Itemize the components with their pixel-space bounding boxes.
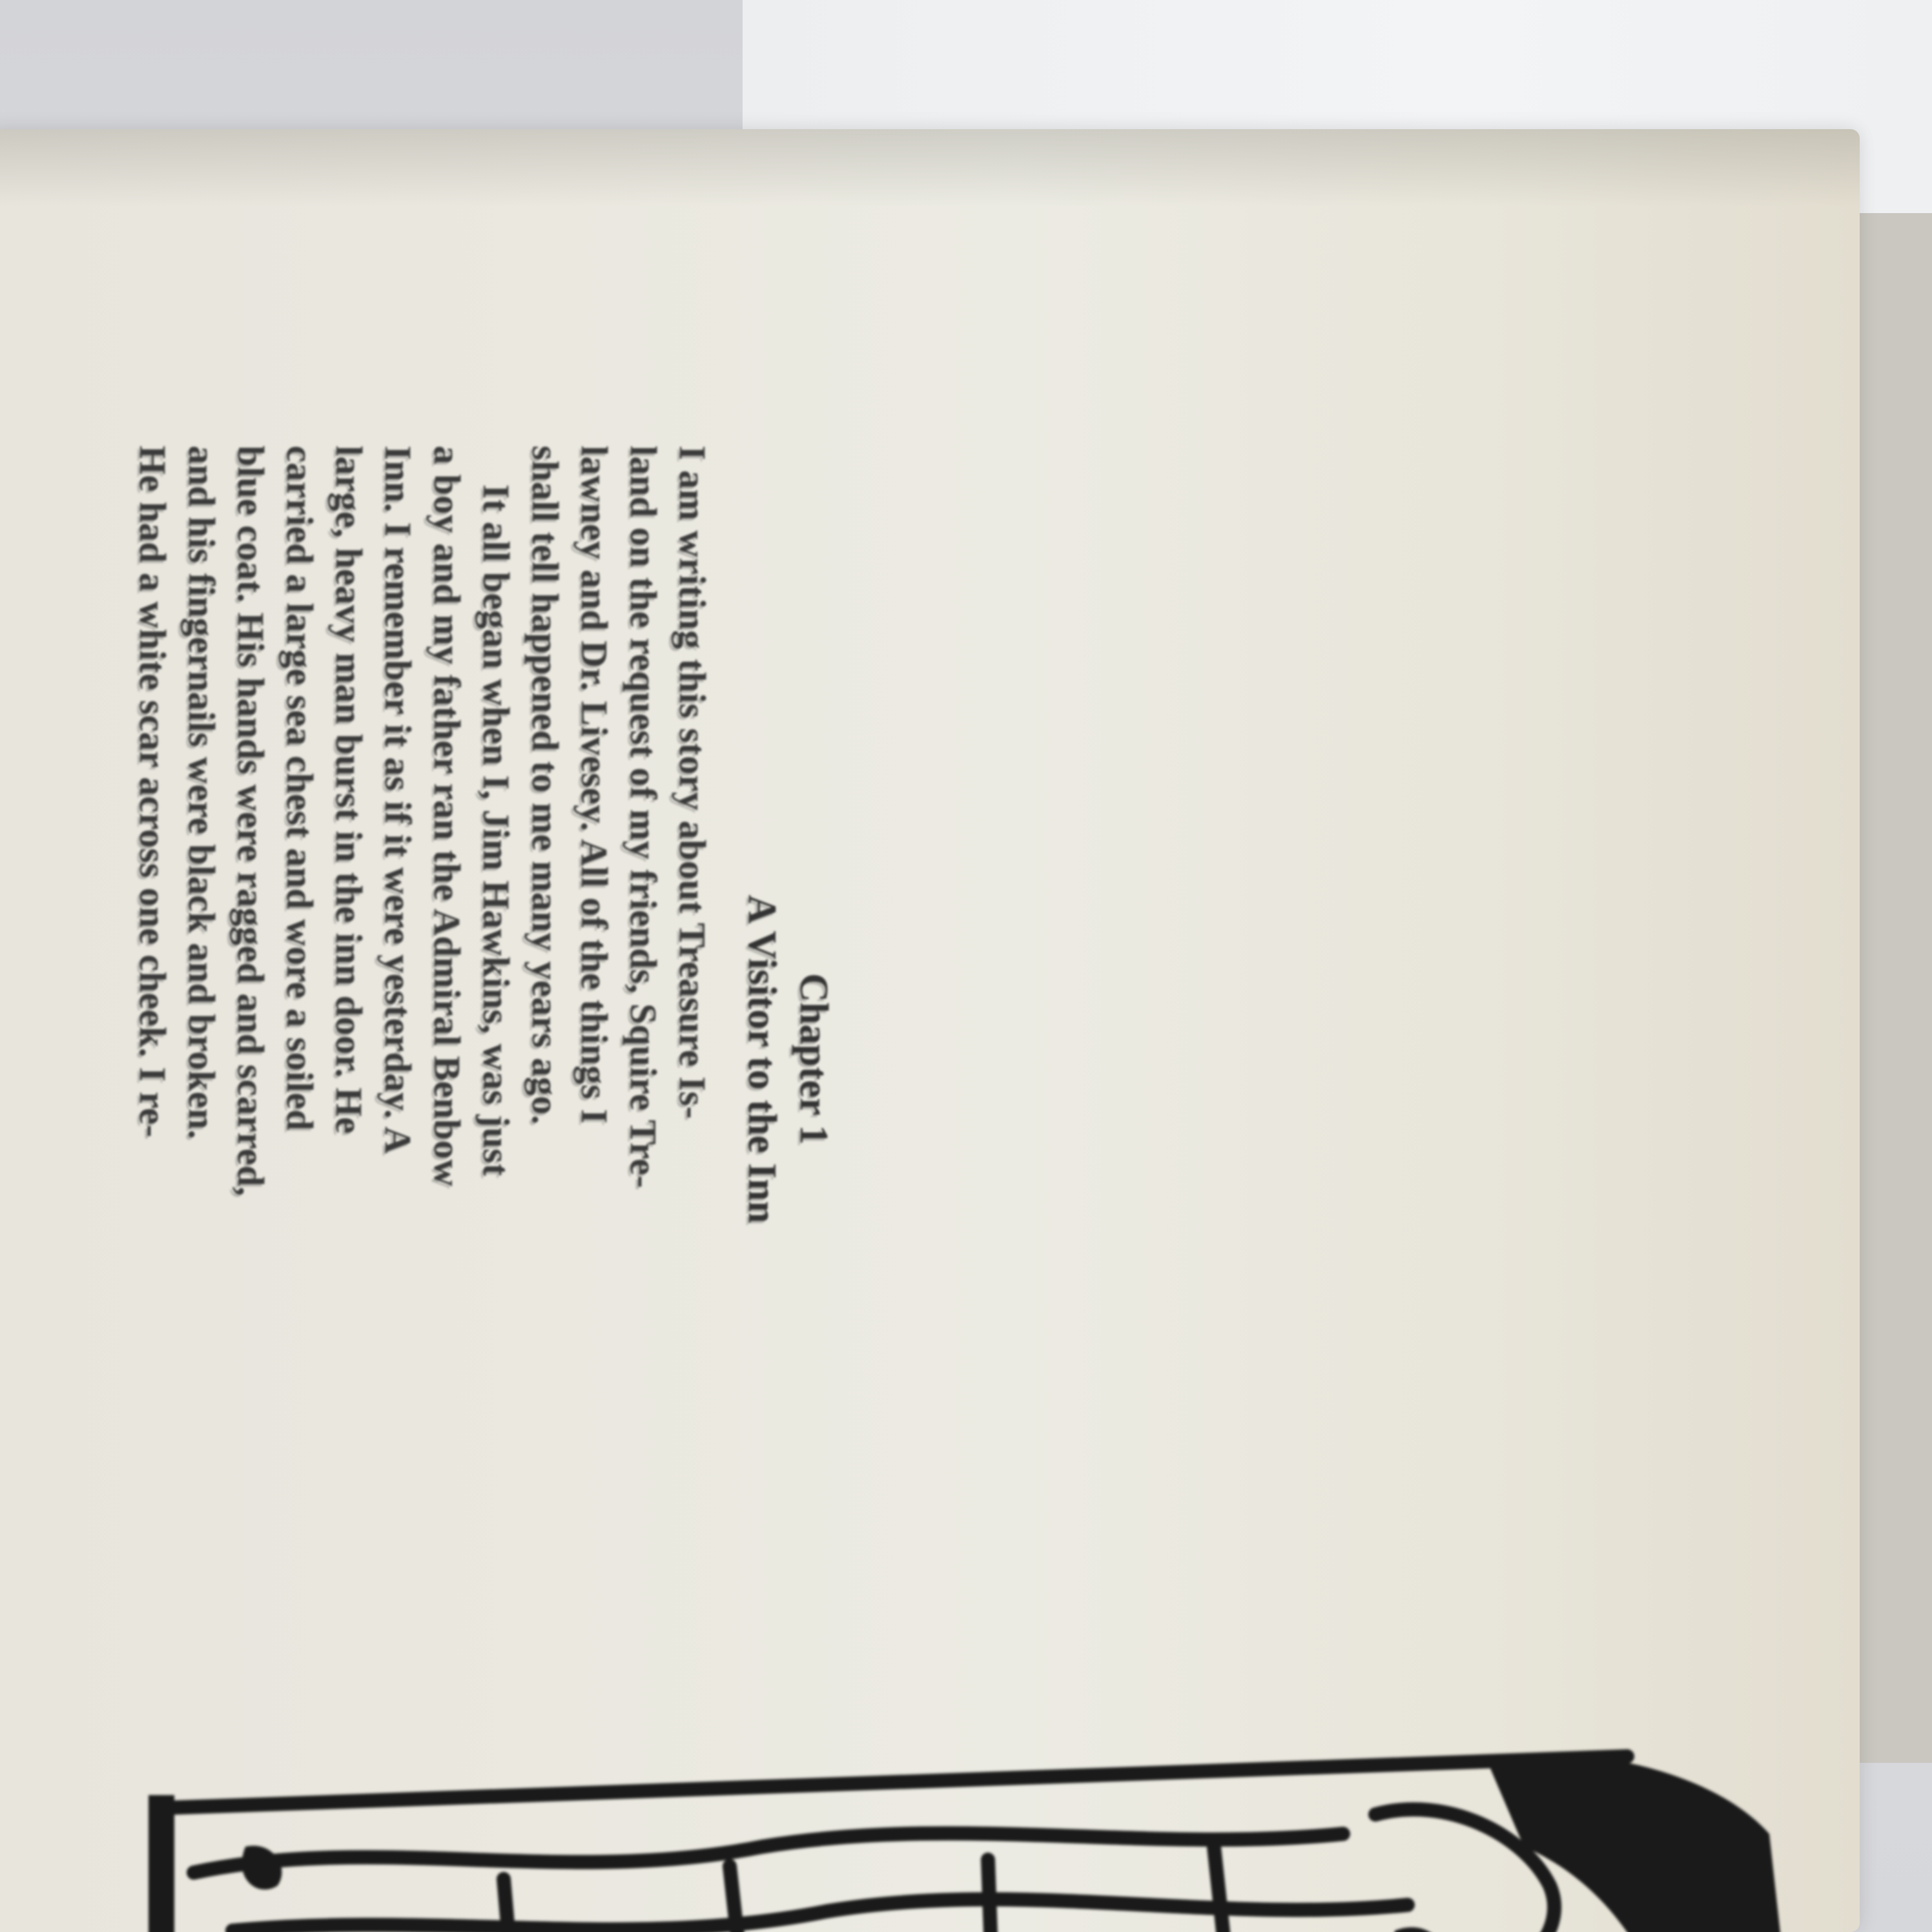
illustration-border [149,1795,174,1932]
illustration-arm [194,1833,1343,1873]
book-page [0,129,1860,1932]
body-line: a boy and my father ran the Admiral Benbow [426,446,468,1187]
page-curve-shadow [0,129,1860,207]
chapter-heading [736,446,839,1672]
body-line: lawney and Dr. Livesey. All of the things I [573,446,615,1124]
body-line: It all began when I, Jim Hawkins, was just [475,484,517,1177]
body-line: Inn. I remember it as if it were yesterday. A [377,446,419,1154]
body-line: He had a white scar across one cheek. I re- [132,446,174,1138]
illustration-detail [1394,1927,1444,1932]
body-text [128,446,717,1672]
illustration-fold [1214,1847,1233,1932]
body-line: and his fingernails were black and broken. [181,446,223,1140]
chapter-title: A Visitor to the Inn [740,894,784,1224]
body-line: I am writing this story about Treasure Is- [672,446,714,1120]
body-line: shall tell happened to me many years ago. [524,446,566,1125]
illustration-fold [988,1860,994,1932]
body-line: large, heavy man burst in the inn door. He [328,446,370,1135]
illustration-detail [242,1845,282,1889]
illustration-hair [1485,1754,1795,1932]
illustration-frame [161,1756,1627,1808]
body-line: blue coat. His hands were ragged and scarred, [230,446,272,1197]
illustration-fold [504,1879,517,1932]
illustration-sleeve [232,1899,1408,1931]
pirate-illustration-icon [0,1718,1860,1932]
body-line: land on the request of my friends, Squire Tre- [622,446,664,1189]
body-line: carried a large sea chest and wore a soiled [279,446,321,1131]
page-text-block [132,446,1614,1672]
chapter-number: Chapter 1 [792,973,836,1145]
